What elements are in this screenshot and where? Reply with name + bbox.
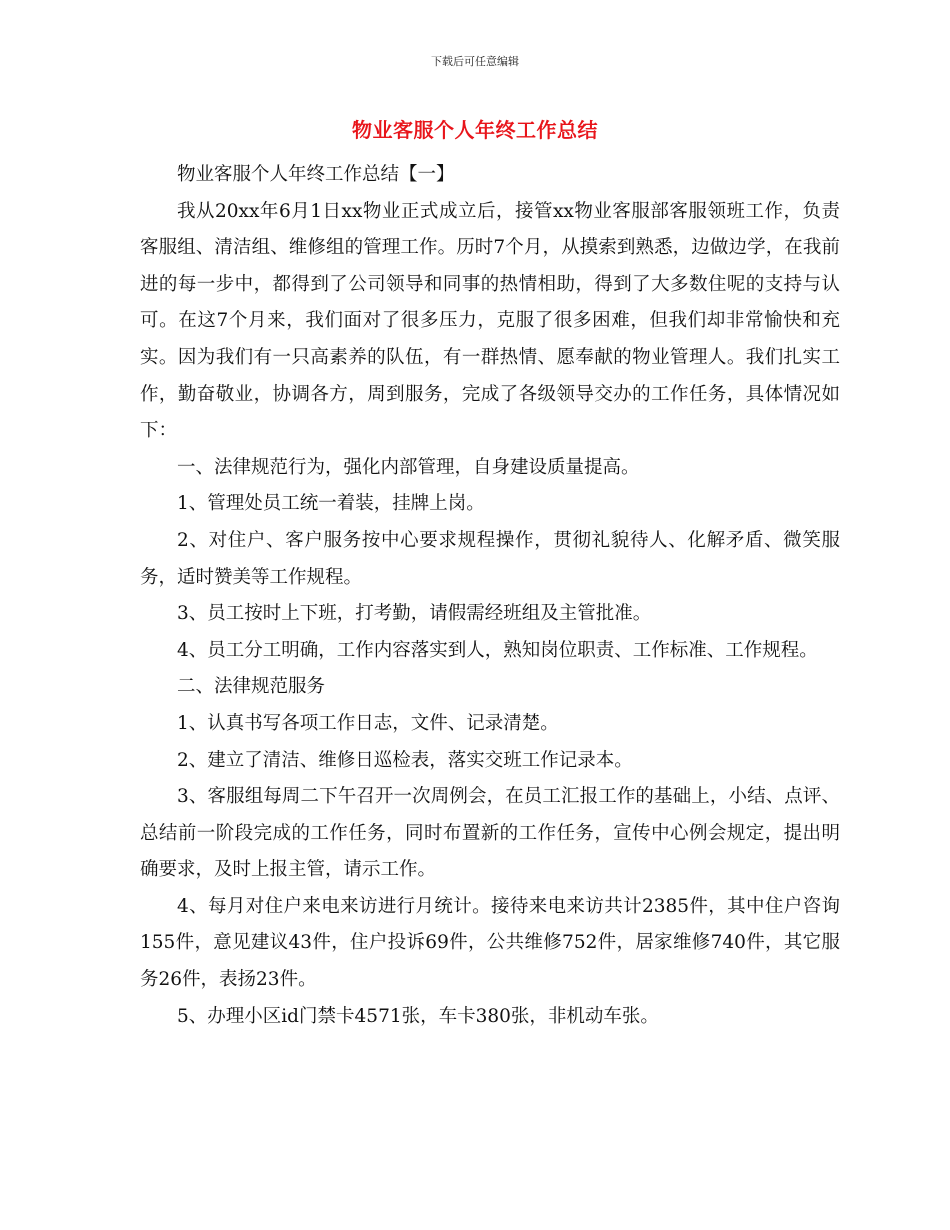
section-heading: 物业客服个人年终工作总结【一】 [177, 164, 455, 185]
list-item: 4、员工分工明确，工作内容落实到人，熟知岗位职责、工作标准、工作规程。 [177, 639, 818, 661]
list-item: 3、员工按时上下班，打考勤，请假需经班组及主管批准。 [177, 603, 652, 625]
list-item: 4、每月对住户来电来访进行月统计。接待来电来访共计2385件，其中住户咨询155件，意见建议43件，住户投诉69件，公共维修752件，居家维修740件，其它服务26件，表扬23件。 [140, 895, 840, 991]
list-item: 1、认真书写各项工作日志，文件、记录清楚。 [177, 712, 559, 734]
document-body [140, 157, 840, 1035]
header-note: 下载后可任意编辑 [431, 55, 519, 68]
list-item: 2、对住户、客户服务按中心要求规程操作，贯彻礼貌待人、化解矛盾、微笑服务，适时赞美等工作规程。 [140, 529, 840, 588]
section-heading: 二、法律规范服务 [177, 676, 326, 698]
intro-paragraph: 我从20xx年6月1日xx物业正式成立后，接管xx物业客服部客服领班工作，负责客服组、清洁组、维修组的管理工作。历时7个月，从摸索到熟悉，边做边学，在我前进的每一步中，都得到了公司领导和同事的热情相助，得到了大多数住呢的支持与认可。在这7个月来，我们面对了很多压力，克服了很多困难，但我们却非常愉快和充实。因为我们有一只高素养的队伍，有一群热情、愿奉献的物业管理人。我们扎实工作，勤奋敬业，协调各方，周到服务，完成了各级领导交办的工作任务，具体情况如下： [140, 200, 840, 442]
document-title: 物业客服个人年终工作总结 [352, 118, 598, 142]
list-item: 5、办理小区id门禁卡4571张，车卡380张，非机动车张。 [177, 1005, 659, 1027]
list-item: 2、建立了清洁、维修日巡检表，落实交班工作记录本。 [177, 749, 633, 771]
list-item: 1、管理处员工统一着装，挂牌上岗。 [177, 493, 485, 515]
section-heading: 一、法律规范行为，强化内部管理，自身建设质量提高。 [177, 456, 640, 478]
list-item: 3、客服组每周二下午召开一次周例会，在员工汇报工作的基础上，小结、点评、总结前一阶段完成的工作任务，同时布置新的工作任务，宣传中心例会规定，提出明确要求，及时上报主管，请示工作。 [140, 786, 840, 881]
